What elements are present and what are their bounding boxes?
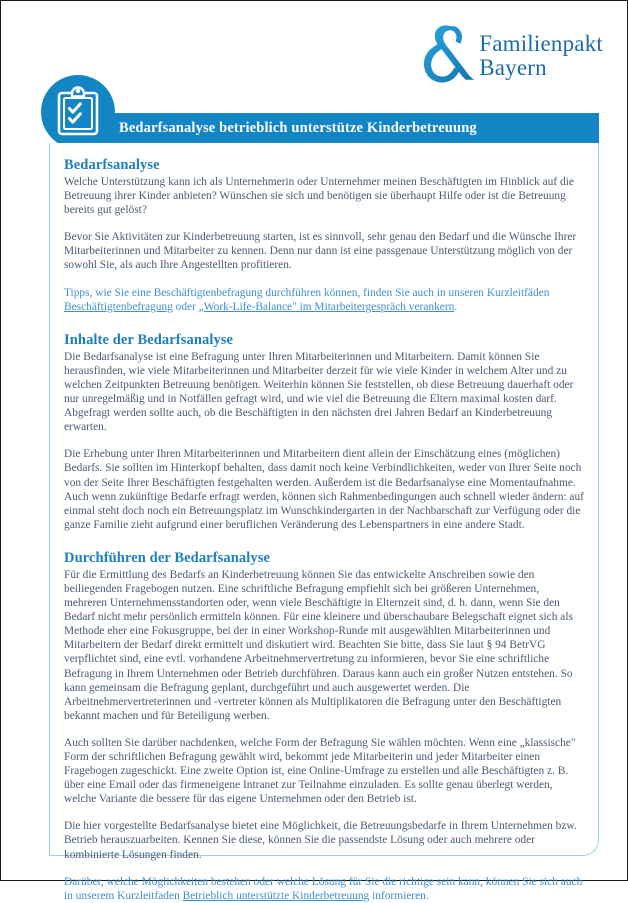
link-note-middle: oder [172,300,199,313]
section-heading-inhalte: Inhalte der Bedarfsanalyse [64,331,234,348]
brand-logo [415,23,603,89]
ampersand-logo-icon [415,23,473,89]
link-note [64,286,584,314]
page-title: Bedarfsanalyse betrieblich unterstütze Kinderbetreuung [119,120,477,136]
paragraph: Die Erhebung unter Ihren Mitarbeiterinnen und Mitarbeitern dient allein der Einschätzung eines (möglichen) Bedarfs. Sie sollten im Hinterkopf behalten, dass damit noch keine Verbindlichkeiten, weder von Ihrer Seite noch von der Seite Ihrer Beschäftigten festgehalten werden. Außerdem ist die Bedarfsanalyse eine Momentaufnahme. Auch wenn zukünftige Bedarfe erfragt werden, können sich Rahmenbedingungen auch schnell wieder ändern: auf einmal steht doch noch ein Betreuungsplatz im Wunschkindergarten in der Nachbarschaft zur Verfügung oder die ganze Familie zieht aufgrund einer beruflichen Veränderung des Lebenspartners in eine andere Stadt. [64,448,584,531]
paragraph: Welche Unterstützung kann ich als Unternehmerin oder Unternehmer meinen Beschäftigten im Hinblick auf die Betreuung ihrer Kinder anbieten? Wünschen sie sich und benötigen sie überhaupt Hilfe oder ist die Betreuung bereits gut gelöst? [64,176,574,217]
paragraph: Die hier vorgestellte Bedarfsanalyse bietet eine Möglichkeit, die Betreuungsbedarfe in Ihrem Unternehmen bzw. Betrieb herauszuarbeiten. Kennen Sie diese, können Sie die passendste Lösung oder auch mehrere oder kombinierte Lösungen finden. [64,820,577,861]
clipboard-checklist-badge [41,75,115,149]
content-frame [49,143,599,902]
paragraph: Die Bedarfsanalyse ist eine Befragung unter Ihren Mitarbeiterinnen und Mitarbeitern. Damit können Sie herausfinden, wie viele Mitarbeiterinnen und Mitarbeiter derzeit für wie viele Kinder in welchem Alter und zu welchen Zeitpunkten Betreuung benötigen. Weiterhin können Sie feststellen, ob diese Betreuung dauerhaft oder nur unregelmäßig und in Notfällen gefragt wird, und wie viel die Betreuung die Eltern maximal kosten darf. Abgefragt werden sollte auch, ob die Beschäftigten in den nächsten drei Jahren Bedarf an Kinderbetreuung erwarten. [64,350,574,434]
paragraph: Auch sollten Sie darüber nachdenken, welche Form der Befragung Sie wählen möchten. Wenn eine „klassische" Form der schriftlichen Befragung gewählt wird, bekommt jede Mitarbeiterin und jeder Mitarbeiter einen Fragebogen zugeschickt. Eine zweite Option ist, eine Online-Umfrage zu erstellen und alle Beschäftigten z. B. über eine Email oder das firmeneigene Intranet zur Teilnahme einzuladen. Es sollte genau überlegt werden, welche Variante die bessere für das eigene Unternehmen oder den Betrieb ist. [64,736,576,806]
paragraph: Für die Ermittlung des Bedarfs an Kinderbetreuung können Sie das entwickelte Anschreiben sowie den beiliegenden Fragebogen nutzen. Eine schriftliche Befragung empfiehlt sich bei größeren Unternehmen, mehreren Unternehmensstandorten oder, wenn viele Beschäftigte in Elternzeit sind, d. h. dann, wenn Sie den Bedarf nicht mehr persönlich ermitteln können. Für eine kleinere und überschaubare Belegschaft eignet sich als Methode eher eine Fokusgruppe, bei der in einer Workshop-Runde mit ausgewählten Mitarbeiterinnen und Mitarbeitern der Bedarf direkt ermittelt und diskutiert wird. Beachten Sie bitte, dass Sie laut § 94 BetrVG verpflichtet sind, eine evtl. vorhandene Arbeitnehmervertretung zu informieren, bevor Sie eine schriftliche Befragung in Ihrem Unternehmen oder Betrieb durchführen. Daraus kann auch ein großer Nutzen entstehen. So kann gemeinsam die Befragung geplant, durchgeführt und auch ausgewertet werden. Die Arbeitnehmervertreterinnen und -vertreter können als Multiplikatoren die Befragung unter den Beschäftigten bekannt machen und für Beteiligung werben. [64,568,573,722]
link-beschaeftigtenbefragung[interactable]: Beschäftigtenbefragung [64,300,173,313]
link-note [64,875,584,903]
section-heading-bedarfsanalyse: Bedarfsanalyse [64,157,160,173]
brand-line-2: Bayern [479,55,547,80]
link-betrieblich-unterstuetzte-kinderbetreuung[interactable]: Betrieblich unterstützte Kinderbetreuung [182,889,370,902]
paragraph: Bevor Sie Aktivitäten zur Kinderbetreuung starten, ist es sinnvoll, sehr genau den Bedarf und die Wünsche Ihrer Mitarbeiterinnen und Mitarbeiter zu kennen. Denn nur dann ist eine passgenaue Unterstützung möglich von der sowohl Sie, als auch Ihre Angestellten profitieren. [64,231,577,272]
link-note-prefix: Darüber, welche Möglichkeiten bestehen oder welche Lösung für Sie die richtige sein kann, können Sie sich auch in unserem Kurzleitfaden [64,875,583,902]
link-note-suffix: . [454,300,458,313]
brand-wordmark [479,32,603,80]
section-heading-durchfuehren: Durchführen der Bedarfsanalyse [64,549,271,566]
link-note-prefix: Tipps, wie Sie eine Beschäftigtenbefragung durchführen können, finden Sie auch in unseren Kurzleitfäden [64,286,550,299]
link-work-life-balance[interactable]: „Work-Life-Balance" im Mitarbeitergespräch verankern [198,300,455,313]
link-note-suffix: informieren. [369,889,429,902]
brand-line-1: Familienpakt [479,31,603,57]
clipboard-checklist-icon [56,87,100,137]
